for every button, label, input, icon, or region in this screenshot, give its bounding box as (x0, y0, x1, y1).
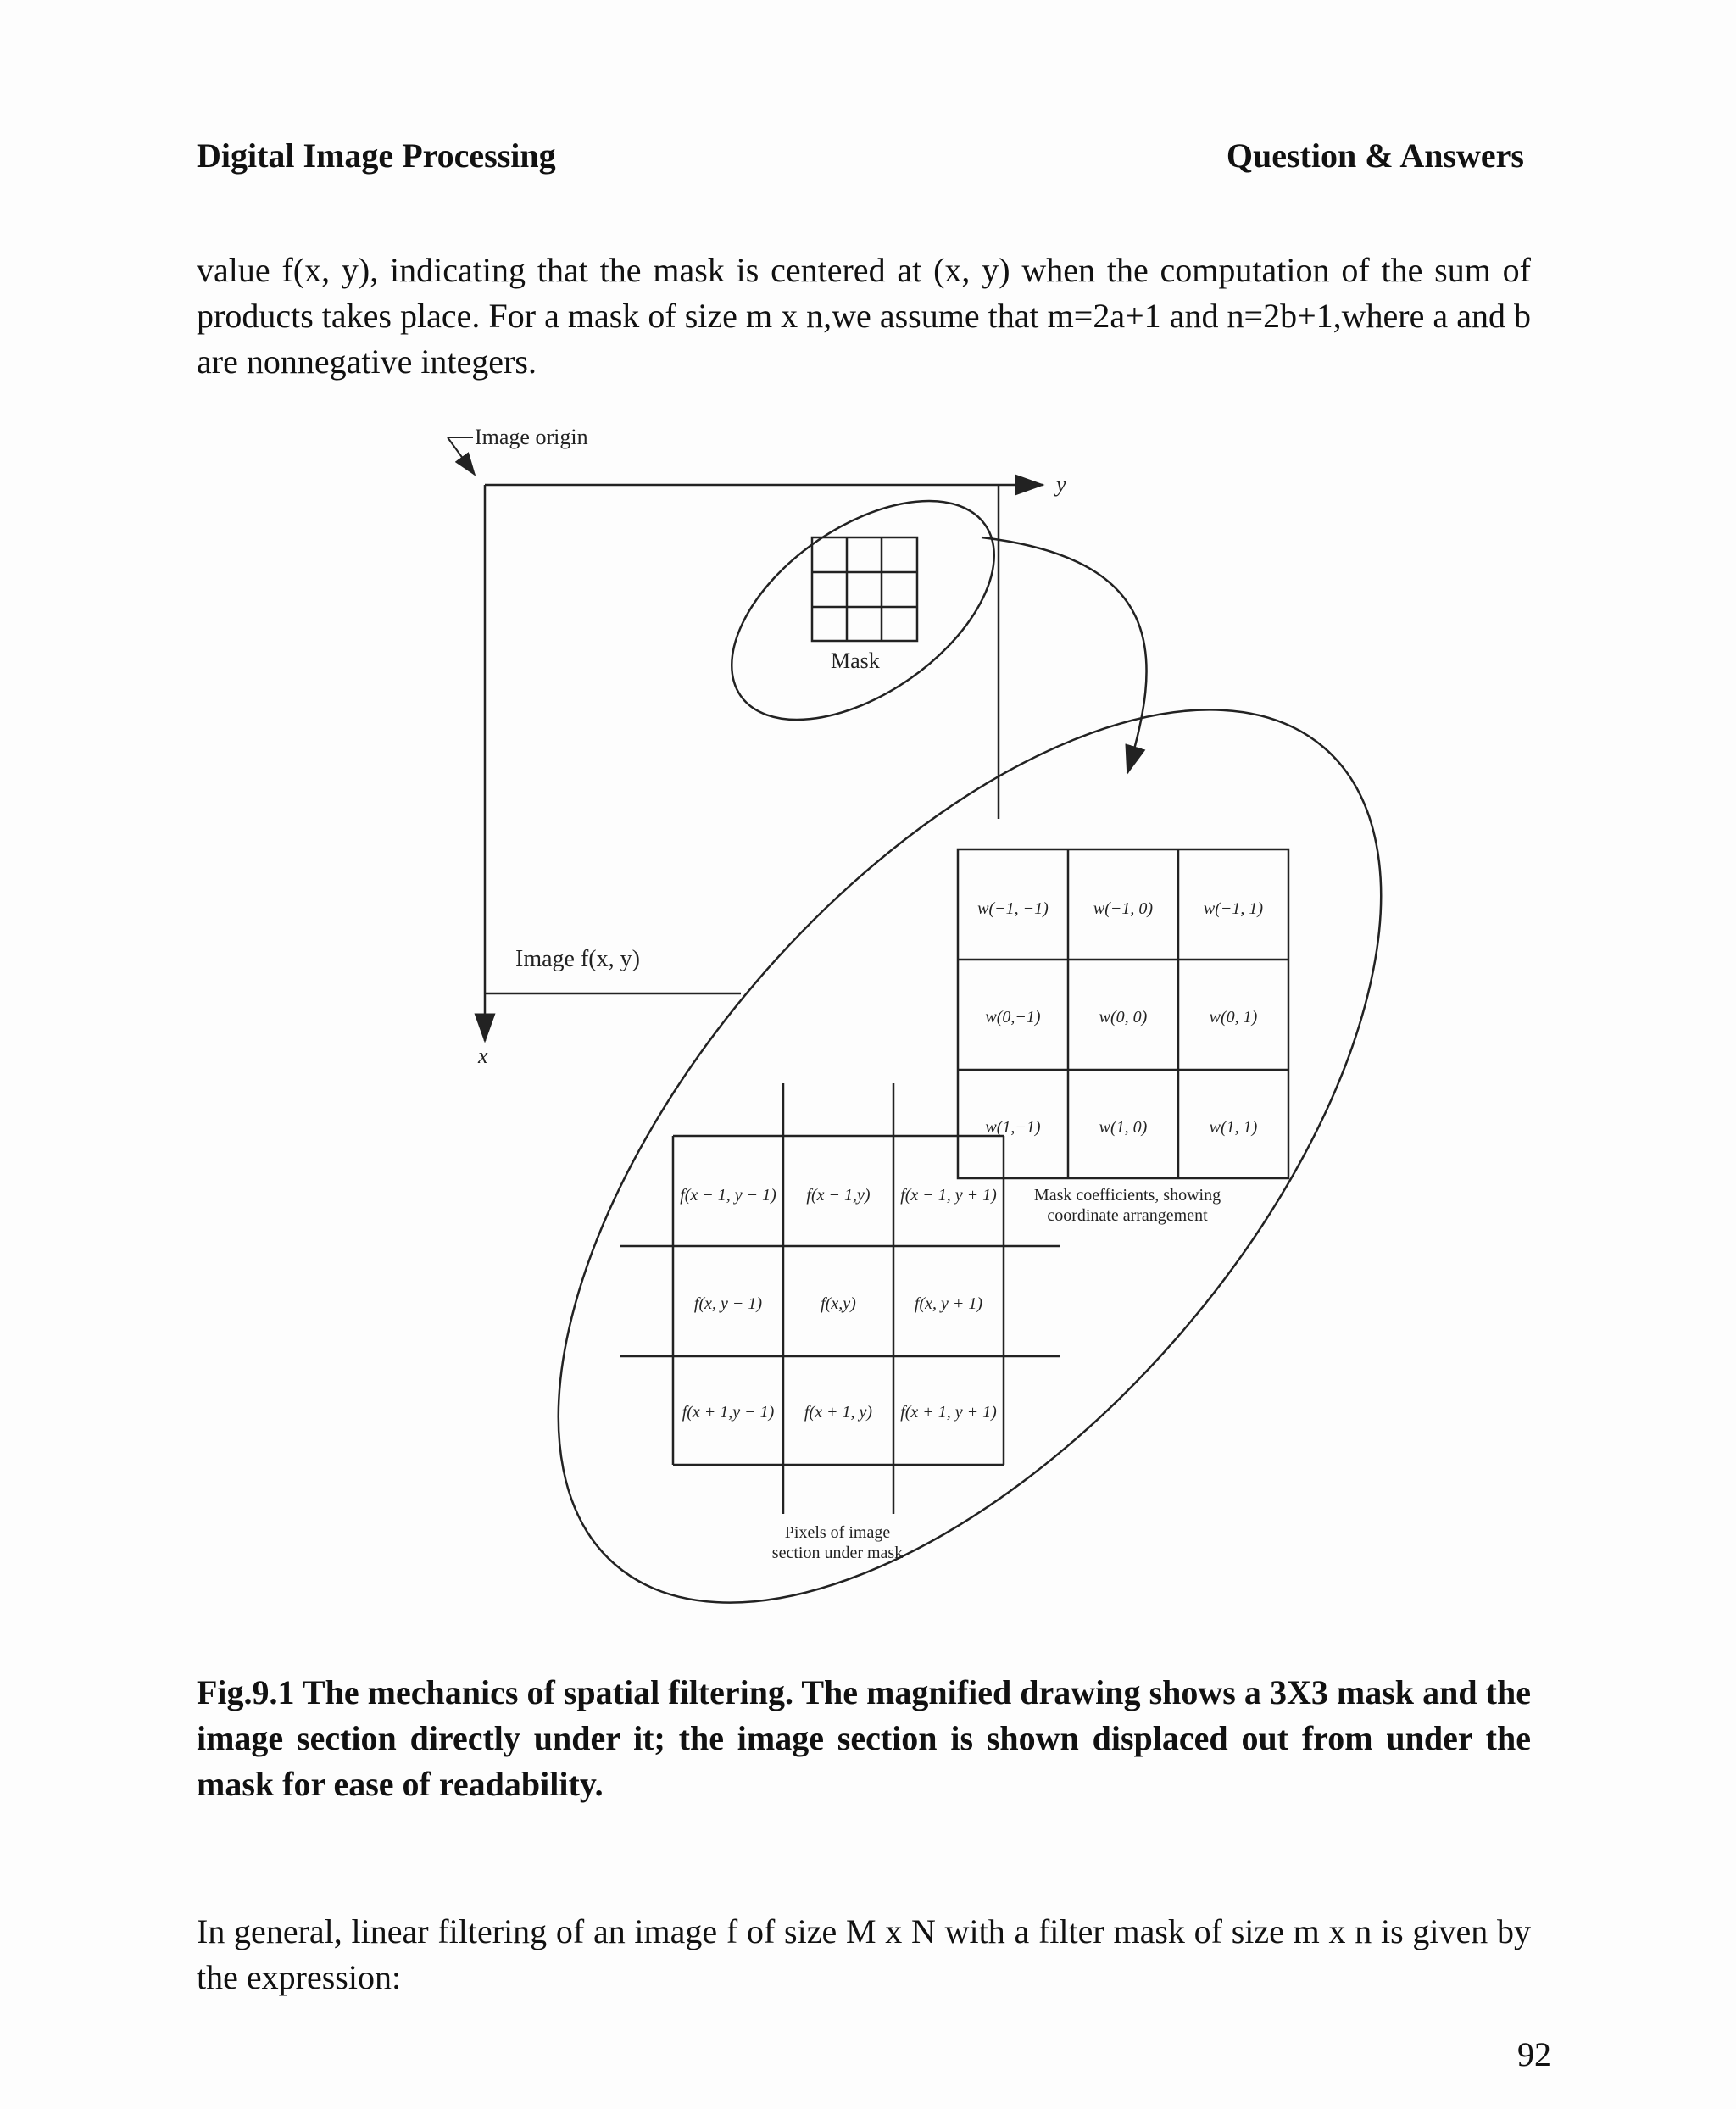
pixels-caption-line1: Pixels of image (784, 1523, 891, 1542)
coef-cell: w(0, 0) (1099, 1008, 1148, 1027)
pixel-cell: f(x, y − 1) (693, 1294, 763, 1313)
pixel-cell: f(x − 1,y) (806, 1186, 871, 1205)
coef-cell: w(−1, 1) (1203, 899, 1264, 918)
x-axis-label: x (478, 1043, 488, 1068)
coef-cell: w(0, 1) (1209, 1008, 1258, 1027)
page-number: 92 (1517, 2035, 1551, 2073)
origin-arrow (448, 437, 475, 475)
mask-grid (812, 537, 917, 641)
pixel-cell: f(x + 1, y) (804, 1403, 873, 1422)
paragraph-linear-filtering: In general, linear filtering of an image f of size M x N with a filter mask of size m x n is given by the expression: (197, 1912, 1531, 1996)
magnify-arrow (982, 537, 1147, 773)
figure-caption: Fig.9.1 The mechanics of spatial filtering. The magnified drawing shows a 3X3 mask and the image section directly under it; the image section is shown displaced out from under the mask for ease of readability. (197, 1673, 1531, 1803)
coef-cell: w(1, 0) (1099, 1118, 1148, 1137)
paragraph-intro: value f(x, y), indicating that the mask is centered at (x, y) when the computation of the sum of products takes place. For a mask of size m x n,we assume that m=2a+1 and n=2b+1,where a and b are nonnegative integers. (197, 251, 1531, 381)
pixel-cell: f(x + 1, y + 1) (900, 1403, 997, 1422)
pixel-cell: f(x,y) (821, 1294, 856, 1313)
image-label: Image f(x, y) (515, 946, 640, 972)
header-section: Question & Answers (1226, 136, 1524, 175)
coef-cell: w(−1, −1) (977, 899, 1049, 918)
header-title: Digital Image Processing (197, 136, 556, 175)
mask-label: Mask (831, 648, 880, 673)
pixel-cell: f(x + 1,y − 1) (682, 1403, 775, 1422)
y-axis-label: y (1056, 472, 1066, 497)
image-origin-label: Image origin (475, 425, 588, 449)
coef-cell: w(−1, 0) (1093, 899, 1154, 918)
pixel-cell: f(x − 1, y − 1) (680, 1186, 776, 1205)
coef-caption-line1: Mask coefficients, showing (1033, 1186, 1221, 1205)
pixel-cell: f(x − 1, y + 1) (900, 1186, 997, 1205)
coef-caption-line2: coordinate arrangement (1047, 1206, 1208, 1225)
coef-cell: w(0,−1) (985, 1008, 1041, 1027)
pixel-cell: f(x, y + 1) (914, 1294, 983, 1313)
mask-highlight-ellipse (693, 457, 1033, 764)
pixels-caption-line2: section under mask (771, 1544, 904, 1562)
coef-cell: w(1, 1) (1209, 1118, 1258, 1137)
coef-cell: w(1,−1) (985, 1118, 1041, 1137)
